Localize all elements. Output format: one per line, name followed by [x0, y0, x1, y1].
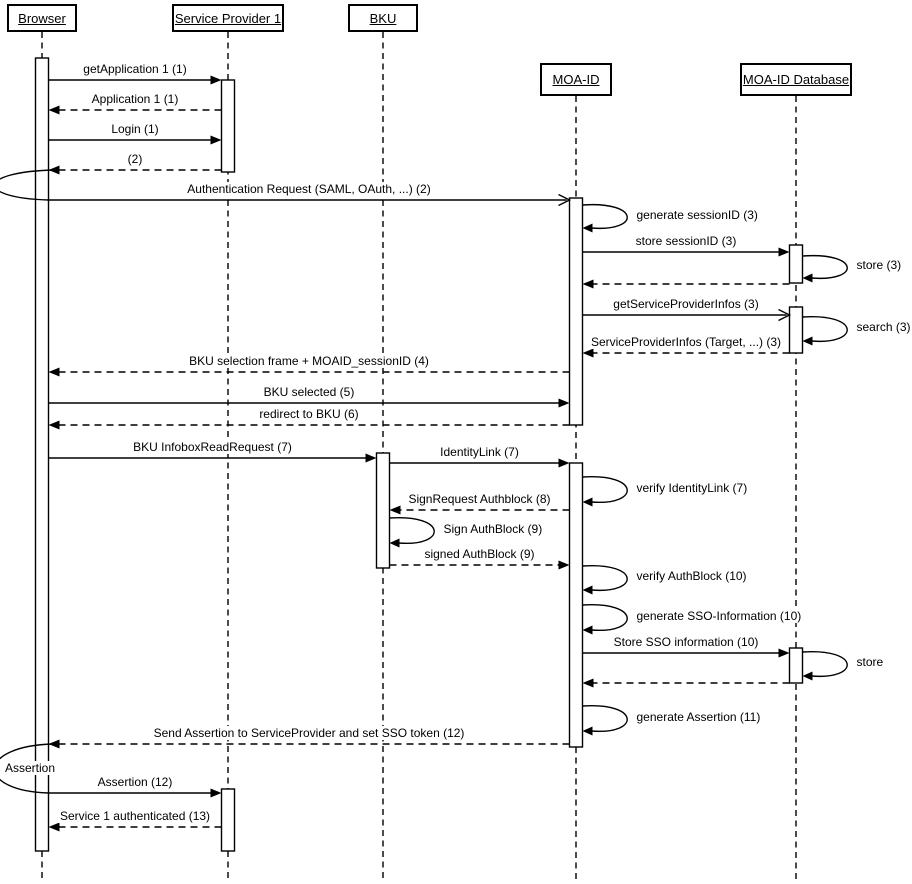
arrowhead	[49, 740, 60, 749]
arrowhead	[583, 498, 593, 507]
actor-label-moadb: MOA-ID Database	[742, 72, 850, 87]
message-label: Login (1)	[108, 122, 161, 136]
message-label: Send Assertion to ServiceProvider and set SSO token (12)	[151, 726, 468, 740]
actor-label-moaid: MOA-ID	[552, 72, 600, 87]
message-label: signed AuthBlock (9)	[421, 547, 537, 561]
self-message-arc	[583, 477, 628, 503]
activation-bar-moadb-8	[790, 648, 803, 683]
self-message-label: search (3)	[856, 320, 911, 334]
arrowhead	[583, 626, 593, 635]
actor-label-browser: Browser	[18, 10, 66, 26]
self-message-label: store	[856, 655, 884, 669]
message-label: SignRequest Authblock (8)	[405, 492, 553, 506]
activation-bar-sp1-1	[222, 80, 235, 172]
arrowhead	[211, 76, 222, 85]
activation-bar-moaid-4	[570, 198, 583, 425]
self-message-label: generate Assertion (11)	[636, 709, 761, 724]
arrowhead	[211, 789, 222, 798]
message-label: Store SSO information (10)	[611, 635, 762, 649]
arrowhead	[49, 823, 60, 832]
message-label: store sessionID (3)	[633, 234, 740, 248]
message-label: Assertion (12)	[95, 775, 176, 789]
self-message-arc	[803, 652, 848, 677]
self-message-label: verify AuthBlock (10)	[636, 569, 747, 583]
arrowhead	[366, 454, 377, 463]
message-label: Application 1 (1)	[89, 92, 182, 106]
self-message-arc	[583, 205, 628, 229]
actor-box-sp1	[172, 4, 284, 32]
activation-bar-browser-0	[36, 58, 49, 851]
loop-label: Assertion	[5, 761, 56, 775]
self-message-arc	[583, 566, 628, 591]
arrowhead	[583, 586, 593, 595]
arrowhead	[583, 727, 593, 736]
arrowhead	[390, 506, 401, 515]
self-message-arc	[583, 706, 628, 732]
message-label: (2)	[125, 152, 146, 166]
arrowhead	[390, 539, 400, 548]
arrowhead	[803, 337, 813, 346]
message-label: getApplication 1 (1)	[80, 62, 189, 76]
arrowhead	[583, 679, 594, 688]
self-message-label: store (3)	[856, 258, 902, 272]
arrowhead	[583, 224, 593, 233]
message-label: getServiceProviderInfos (3)	[610, 297, 761, 311]
arrowhead	[803, 672, 813, 681]
self-message-label: generate sessionID (3)	[636, 207, 758, 222]
arrowhead	[779, 248, 790, 257]
self-message-arc	[583, 605, 628, 631]
activation-bar-moaid-5	[570, 463, 583, 747]
arrowhead	[211, 136, 222, 145]
message-label: BKU selected (5)	[261, 385, 358, 399]
arrowhead	[583, 349, 594, 358]
message-label: redirect to BKU (6)	[256, 407, 361, 421]
activation-bar-moadb-6	[790, 245, 803, 283]
message-label: BKU InfoboxReadRequest (7)	[130, 440, 295, 454]
message-label: Authentication Request (SAML, OAuth, ...) (2)	[184, 182, 433, 196]
actor-box-browser	[7, 4, 77, 32]
message-label: IdentityLink (7)	[437, 445, 522, 459]
message-label: ServiceProviderInfos (Target, ...) (3)	[588, 335, 784, 349]
arrowhead	[49, 166, 60, 175]
arrowhead	[49, 421, 60, 430]
activation-bar-sp1-2	[222, 789, 235, 851]
self-message-label: Sign AuthBlock (9)	[443, 521, 543, 536]
actor-box-moadb	[740, 63, 852, 96]
actor-label-sp1: Service Provider 1	[174, 10, 282, 26]
arrowhead	[559, 399, 570, 408]
actor-box-bku	[348, 4, 418, 32]
message-label: BKU selection frame + MOAID_sessionID (4)	[186, 354, 432, 368]
arrowhead	[49, 368, 60, 377]
self-message-label: verify IdentityLink (7)	[636, 480, 748, 495]
self-message-arc	[803, 256, 848, 279]
arrowhead	[803, 274, 813, 283]
activation-bar-moadb-7	[790, 307, 803, 353]
self-message-arc	[390, 518, 435, 544]
arrowhead	[779, 649, 790, 658]
arrowhead	[49, 106, 60, 115]
message-label: Service 1 authenticated (13)	[57, 809, 213, 823]
self-message-label: generate SSO-Information (10)	[636, 608, 802, 623]
arrowhead	[559, 459, 570, 468]
actor-box-moaid	[540, 63, 612, 96]
activation-bar-bku-3	[377, 453, 390, 568]
self-message-arc	[803, 317, 848, 342]
arrowhead	[559, 561, 570, 570]
arrowhead	[583, 280, 594, 289]
actor-label-bku: BKU	[369, 10, 397, 26]
